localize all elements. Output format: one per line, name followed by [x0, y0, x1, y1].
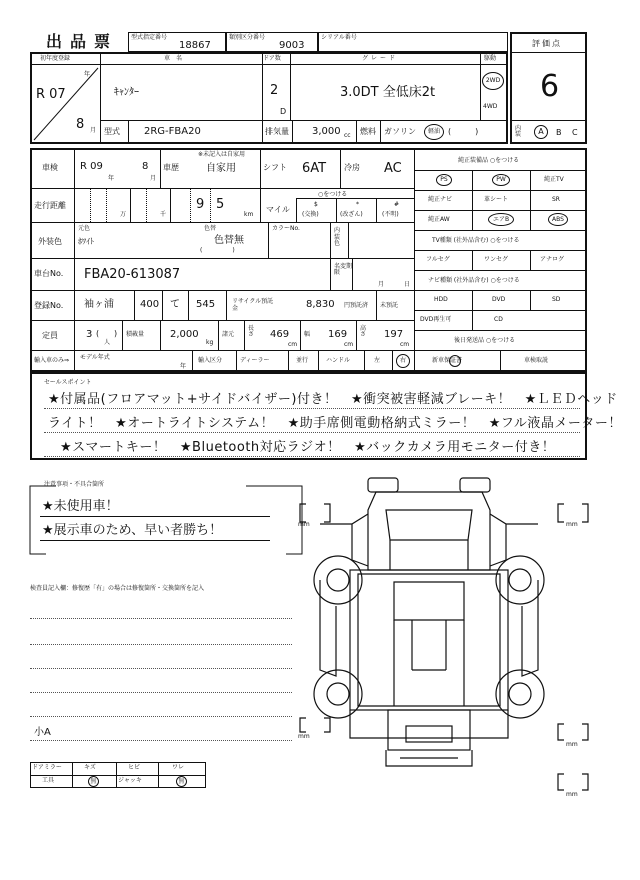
- legend-break: ワレ: [172, 764, 185, 771]
- fuel-diesel: 軽油: [424, 124, 444, 140]
- doors-suffix: D: [280, 107, 287, 116]
- equip-abs: ABS: [548, 213, 568, 226]
- reg-expiry-month: 月: [378, 281, 385, 288]
- serial-box: [318, 32, 508, 52]
- history-label: 車歴: [163, 163, 179, 172]
- color-no-label: カラーNo.: [272, 225, 300, 232]
- first-reg-month: 8: [76, 117, 85, 132]
- first-reg-label: 初年度登録: [40, 55, 71, 62]
- note-line-2: ★展示車のため、早い者勝ち！: [42, 523, 223, 538]
- reg-expiry-day: 日: [404, 281, 411, 288]
- orig-color-value: ﾎﾜｲﾄ: [78, 237, 94, 246]
- model-no-value: 18867: [179, 40, 211, 51]
- class-no-label: 類別区分番号: [229, 34, 266, 41]
- name-label: 車 名: [164, 55, 183, 62]
- doors-label: ドア数: [263, 55, 281, 62]
- tv-fullseg: フルセグ: [426, 256, 450, 263]
- fuel-other: ( ): [448, 127, 479, 136]
- later-manual: 車検取説: [524, 357, 549, 364]
- ac-label: 冷房: [344, 163, 360, 172]
- reg-expiry-label: 名変期限: [334, 263, 353, 276]
- vehicle-name: ｷｬﾝﾀｰ: [114, 87, 139, 98]
- class-no-value: 9003: [279, 40, 305, 51]
- mile-modified-symbol: *: [356, 201, 359, 208]
- inspection-month: 8: [142, 161, 149, 172]
- mile-label: マイル: [266, 205, 290, 214]
- fuel-gasoline: ガソリン: [384, 127, 416, 136]
- navi-dvd-playback: DVD再生可: [420, 316, 452, 323]
- doors-value: 2: [270, 83, 279, 98]
- width-value: 169: [328, 329, 348, 340]
- mileage-digit-2: 5: [216, 197, 225, 212]
- grade-value: 3.0DT 全低床2t: [340, 85, 436, 100]
- chassis-value: FBA20-613087: [84, 267, 181, 282]
- height-value: 197: [384, 329, 404, 340]
- capacity-paren-open: (: [96, 329, 100, 338]
- equip-aw: 純正AW: [428, 216, 450, 223]
- mile-modified: (改ざん): [340, 211, 363, 218]
- drive-2wd: 2WD: [482, 72, 504, 90]
- displacement-value: 3,000: [312, 126, 341, 137]
- rating-label: 評価点: [532, 39, 562, 48]
- type-value: 2RG-FBA20: [144, 126, 201, 137]
- handle-right: 右: [396, 354, 410, 368]
- equip-tv: 純正TV: [544, 176, 564, 183]
- load-label: 積載量: [126, 331, 145, 338]
- mileage-digit-1: 9: [196, 197, 205, 212]
- sales-line-1: ★付属品(フロアマット+サイドバイザー)付き！ ★衝突被害軽減ブレーキ！ ★ＬＥＤヘッド: [48, 392, 618, 407]
- mile-note: ○をつける: [318, 191, 348, 198]
- color-change-label: 色替: [204, 225, 217, 232]
- legend-jack: ジャッキ: [118, 777, 142, 784]
- warranty-circle-icon: [449, 355, 461, 367]
- legend-crack: ヒビ: [128, 764, 141, 771]
- equipment-title: 純正装備品 ○をつける: [458, 157, 520, 164]
- plate-region: 袖ヶ浦: [84, 299, 114, 310]
- equip-sr: SR: [552, 196, 560, 203]
- sales-line-3: ★スマートキー！ ★Bluetooth対応ラジオ！ ★バックカメラ用モニター付き！: [60, 440, 556, 455]
- plate-number: 545: [196, 299, 216, 310]
- import-dealer: ディーラー: [240, 357, 270, 364]
- first-reg-year: R 07: [36, 87, 66, 102]
- legend-tools: 工具: [42, 777, 55, 784]
- recycle-value: 8,830: [306, 299, 335, 310]
- legend-tools-none: 無: [88, 776, 99, 787]
- interior-a: A: [534, 125, 548, 139]
- rating-value: 6: [540, 69, 560, 104]
- car-diagram: [290, 470, 630, 800]
- interior-label: 内装: [515, 125, 522, 138]
- recycle-status: 円預託済: [344, 302, 369, 309]
- fuel-label: 燃料: [360, 127, 376, 136]
- navi-hdd: HDD: [434, 296, 448, 303]
- legend-scratch: キズ: [84, 764, 96, 771]
- later-warranty: 新車保証書: [432, 357, 463, 364]
- plate-class: 400: [140, 299, 160, 310]
- tv-oneseg: ワンセグ: [484, 256, 509, 263]
- rating-box: [510, 32, 587, 144]
- mile-exchange-symbol: $: [314, 201, 318, 208]
- legend-jack-none: 無: [176, 776, 187, 787]
- navi-sd: SD: [552, 296, 561, 303]
- capacity-value: 3: [86, 329, 93, 340]
- sales-label: セールスポイント: [44, 379, 92, 386]
- capacity-label: 定員: [42, 331, 58, 340]
- mileage-label: 走行距離: [34, 201, 66, 210]
- first-reg-month-unit: 月: [90, 127, 97, 134]
- inspection-label: 車検: [42, 163, 58, 172]
- shift-value: 6AT: [302, 161, 327, 176]
- mm-front-right: mm: [566, 521, 578, 528]
- color-change-paren: ( ): [200, 247, 235, 254]
- dims-label: 諸元: [222, 331, 235, 338]
- load-unit: kg: [206, 339, 214, 346]
- length-value: 469: [270, 329, 290, 340]
- mm-rear-left: mm: [298, 733, 310, 740]
- height-label: 高さ: [360, 325, 367, 338]
- inspector-label: 検査員記入欄：修復歴「有」の場合は修復箇所・交換箇所を記入: [30, 585, 205, 592]
- plate-kana: て: [170, 299, 180, 310]
- recycle-label: リサイクル預託金: [232, 298, 274, 313]
- navi-title: ナビ種類 (社外品含む) ○をつける: [428, 277, 520, 284]
- mm-front-left: mm: [298, 521, 310, 528]
- inspector-mark: 小A: [34, 727, 51, 738]
- plate-label: 登録No.: [34, 301, 64, 310]
- page-title: 出品票: [46, 32, 119, 51]
- capacity-unit: 人: [104, 339, 111, 346]
- ac-value: AC: [384, 161, 402, 176]
- length-label: 長さ: [248, 325, 255, 338]
- later-title: 後日発送品 ○をつける: [454, 337, 516, 344]
- mileage-sen-unit: 千: [160, 211, 167, 218]
- model-no-label: 型式指定番号: [131, 34, 168, 41]
- inspection-year-unit: 年: [108, 175, 115, 182]
- navi-cd: CD: [494, 316, 503, 323]
- equip-leather: 革シート: [484, 196, 509, 203]
- color-change-value: 色替無: [214, 235, 244, 246]
- load-value: 2,000: [170, 329, 199, 340]
- serial-label: シリアル番号: [321, 34, 357, 41]
- model-year-label: モデル年式: [80, 354, 110, 361]
- orig-color-label: 元色: [78, 225, 91, 232]
- mileage-man-unit: 万: [120, 211, 127, 218]
- equip-navi: 純正ナビ: [428, 196, 453, 203]
- import-type-label: 輸入区分: [198, 357, 223, 364]
- mileage-unit: km: [244, 211, 254, 218]
- inspection-year: R 09: [80, 161, 103, 172]
- length-unit: cm: [288, 341, 298, 348]
- inspection-month-unit: 月: [150, 175, 157, 182]
- history-note: ※未記入は自家用: [198, 151, 246, 158]
- first-reg-year-unit: 年: [84, 71, 91, 78]
- note-line-1: ★未使用車！: [42, 499, 119, 514]
- equip-ps: PS: [436, 174, 452, 186]
- height-unit: cm: [400, 341, 410, 348]
- mm-spare: mm: [566, 791, 578, 798]
- drive-label: 駆動: [484, 55, 497, 62]
- width-unit: cm: [344, 341, 354, 348]
- model-year-unit: 年: [180, 363, 187, 370]
- color-label: 外装色: [38, 237, 62, 246]
- interior-c: C: [572, 128, 578, 137]
- type-label: 型式: [104, 127, 120, 136]
- history-value: 自家用: [206, 163, 236, 174]
- shift-label: シフト: [263, 163, 287, 172]
- interior-color-label: 内装色: [334, 227, 341, 248]
- import-parallel: 並行: [296, 357, 309, 364]
- import-label: 輸入車のみ⇒: [34, 357, 70, 364]
- mm-rear-right: mm: [566, 741, 578, 748]
- sales-line-2: ライト！ ★オートライトシステム！ ★助手席側電動格納式ミラー！ ★フル液晶メーター！: [48, 416, 622, 431]
- drive-4wd: 4WD: [483, 103, 498, 110]
- displacement-unit: cc: [344, 132, 351, 139]
- navi-dvd: DVD: [492, 296, 506, 303]
- mile-exchange: (交換): [302, 211, 319, 218]
- displacement-label: 排気量: [265, 127, 289, 136]
- mile-unknown-symbol: #: [394, 201, 400, 208]
- handle-left: 左: [374, 357, 381, 364]
- model-no-box: [128, 32, 226, 52]
- equip-airbag: エアB: [488, 213, 514, 226]
- recycle-unpaid: 未預託: [380, 302, 399, 309]
- handle-label: ハンドル: [326, 357, 351, 364]
- class-no-box: [226, 32, 318, 52]
- notes-bracket: [26, 480, 306, 560]
- legend-mirror: ドアミラー: [32, 764, 62, 771]
- width-label: 幅: [304, 331, 311, 338]
- notes-label: 注意事項・不具合箇所: [44, 481, 105, 488]
- tv-analog: アナログ: [540, 256, 565, 263]
- grade-label: グレード: [362, 55, 399, 62]
- chassis-label: 車台No.: [34, 269, 64, 278]
- tv-title: TV種類 (社外品含む) ○をつける: [432, 237, 520, 244]
- mile-unknown: (不明): [382, 211, 399, 218]
- equip-pw: PW: [492, 174, 510, 186]
- interior-b: B: [556, 128, 562, 137]
- capacity-paren-close: ): [114, 329, 118, 338]
